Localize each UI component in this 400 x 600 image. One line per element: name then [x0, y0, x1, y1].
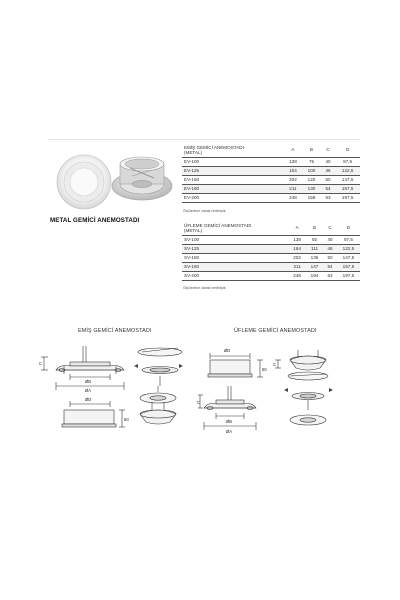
- label-phi-d: ØD: [85, 397, 92, 402]
- table-header-row: [182, 143, 360, 158]
- value-cell-b: 158: [302, 194, 321, 203]
- value-cell-a: 164: [284, 167, 303, 176]
- value-cell-a: 211: [284, 185, 303, 194]
- table-row: [182, 272, 360, 281]
- technical-drawing-ufleme: [198, 340, 368, 445]
- value-cell-d: 97,5: [335, 158, 360, 167]
- model-cell: EV-160: [182, 185, 284, 194]
- column-header-b: B: [306, 221, 323, 236]
- value-cell-d: 147,5: [337, 254, 360, 263]
- value-cell-b: 194: [306, 272, 323, 281]
- model-cell: EV-200: [182, 194, 284, 203]
- label-50: 50: [124, 417, 129, 422]
- table-header-row: [182, 221, 360, 236]
- model-cell: EV-125: [182, 167, 284, 176]
- value-cell-a: 248: [288, 272, 305, 281]
- value-cell-b: 111: [306, 245, 323, 254]
- value-cell-c: 63: [321, 194, 336, 203]
- value-cell-d: 157,5: [335, 185, 360, 194]
- value-cell-b: 120: [302, 176, 321, 185]
- spec-table-ufleme: [182, 221, 360, 281]
- label-c: C: [39, 361, 43, 366]
- value-cell-d: 197,5: [335, 194, 360, 203]
- model-cell: SV-160: [182, 263, 288, 272]
- units-note: Ölçülerimm olarak verilmiştir.: [183, 286, 227, 290]
- table-row: [182, 176, 360, 185]
- value-cell-b: 130: [302, 185, 321, 194]
- label-c-upper: C: [273, 362, 277, 367]
- value-cell-b: 135: [306, 254, 323, 263]
- label-phi-b: ØB: [85, 379, 92, 384]
- value-cell-b: 100: [302, 167, 321, 176]
- value-cell-c: 40: [321, 158, 336, 167]
- technical-drawing-emis: [30, 340, 200, 445]
- value-cell-a: 138: [284, 158, 303, 167]
- value-cell-b: 147: [306, 263, 323, 272]
- model-cell: EV-100: [182, 158, 284, 167]
- label-c: C: [197, 400, 201, 405]
- table-title: [182, 143, 284, 158]
- table-row: [182, 263, 360, 272]
- divider-line: [48, 139, 360, 140]
- value-cell-c: 46: [323, 245, 337, 254]
- value-cell-c: 63: [323, 272, 337, 281]
- table-title-line2: (METAL): [184, 228, 203, 233]
- model-cell: SV-150: [182, 254, 288, 263]
- value-cell-b: 75: [302, 158, 321, 167]
- value-cell-c: 50: [321, 176, 336, 185]
- spec-table-emis: [182, 143, 360, 203]
- value-cell-c: 50: [323, 254, 337, 263]
- label-phi-b: ØB: [226, 419, 233, 424]
- table-title-line1: EMİŞ GEMİCİ ANEMOSTADI: [184, 144, 244, 150]
- table-row: [182, 236, 360, 245]
- value-cell-c: 54: [321, 185, 336, 194]
- value-cell-c: 54: [323, 263, 337, 272]
- table-title-line1: ÜFLEME GEMİCİ ANEMOSTADI: [184, 222, 252, 228]
- value-cell-d: 147,5: [335, 176, 360, 185]
- table-row: [182, 254, 360, 263]
- table-row: [182, 185, 360, 194]
- value-cell-d: 97,5: [337, 236, 360, 245]
- column-header-b: B: [302, 143, 321, 158]
- column-header-a: A: [288, 221, 305, 236]
- model-cell: EV-150: [182, 176, 284, 185]
- diagram-title-emis: EMİŞ GEMİCİ ANEMOSTADI: [78, 328, 152, 334]
- value-cell-a: 202: [288, 254, 305, 263]
- value-cell-a: 138: [288, 236, 305, 245]
- table-row: [182, 245, 360, 254]
- column-header-c: C: [323, 221, 337, 236]
- product-title: METAL GEMİCİ ANEMOSTADI: [50, 217, 140, 224]
- value-cell-a: 164: [288, 245, 305, 254]
- model-cell: SV-125: [182, 245, 288, 254]
- column-header-d: D: [335, 143, 360, 158]
- value-cell-d: 157,5: [337, 263, 360, 272]
- value-cell-a: 211: [288, 263, 305, 272]
- model-cell: SV-100: [182, 236, 288, 245]
- table-row: [182, 167, 360, 176]
- table-title-line2: (METAL): [184, 150, 203, 155]
- column-header-a: A: [284, 143, 303, 158]
- product-photo: [52, 146, 176, 216]
- model-cell: SV-200: [182, 272, 288, 281]
- value-cell-b: 92: [306, 236, 323, 245]
- label-phi-d: ØD: [224, 348, 231, 353]
- table-row: [182, 194, 360, 203]
- table-row: [182, 158, 360, 167]
- value-cell-c: 46: [321, 167, 336, 176]
- label-phi-a: ØA: [226, 429, 233, 434]
- label-phi-a: ØA: [85, 388, 92, 393]
- column-header-d: D: [337, 221, 360, 236]
- value-cell-a: 202: [284, 176, 303, 185]
- table-title: [182, 221, 288, 236]
- label-50: 50: [262, 367, 267, 372]
- value-cell-d: 122,5: [335, 167, 360, 176]
- value-cell-c: 40: [323, 236, 337, 245]
- value-cell-a: 248: [284, 194, 303, 203]
- column-header-c: C: [321, 143, 336, 158]
- value-cell-d: 197,5: [337, 272, 360, 281]
- value-cell-d: 122,5: [337, 245, 360, 254]
- diagram-title-ufleme: ÜFLEME GEMİCİ ANEMOSTADI: [234, 328, 317, 334]
- units-note: Ölçülerimm olarak verilmiştir.: [183, 209, 227, 213]
